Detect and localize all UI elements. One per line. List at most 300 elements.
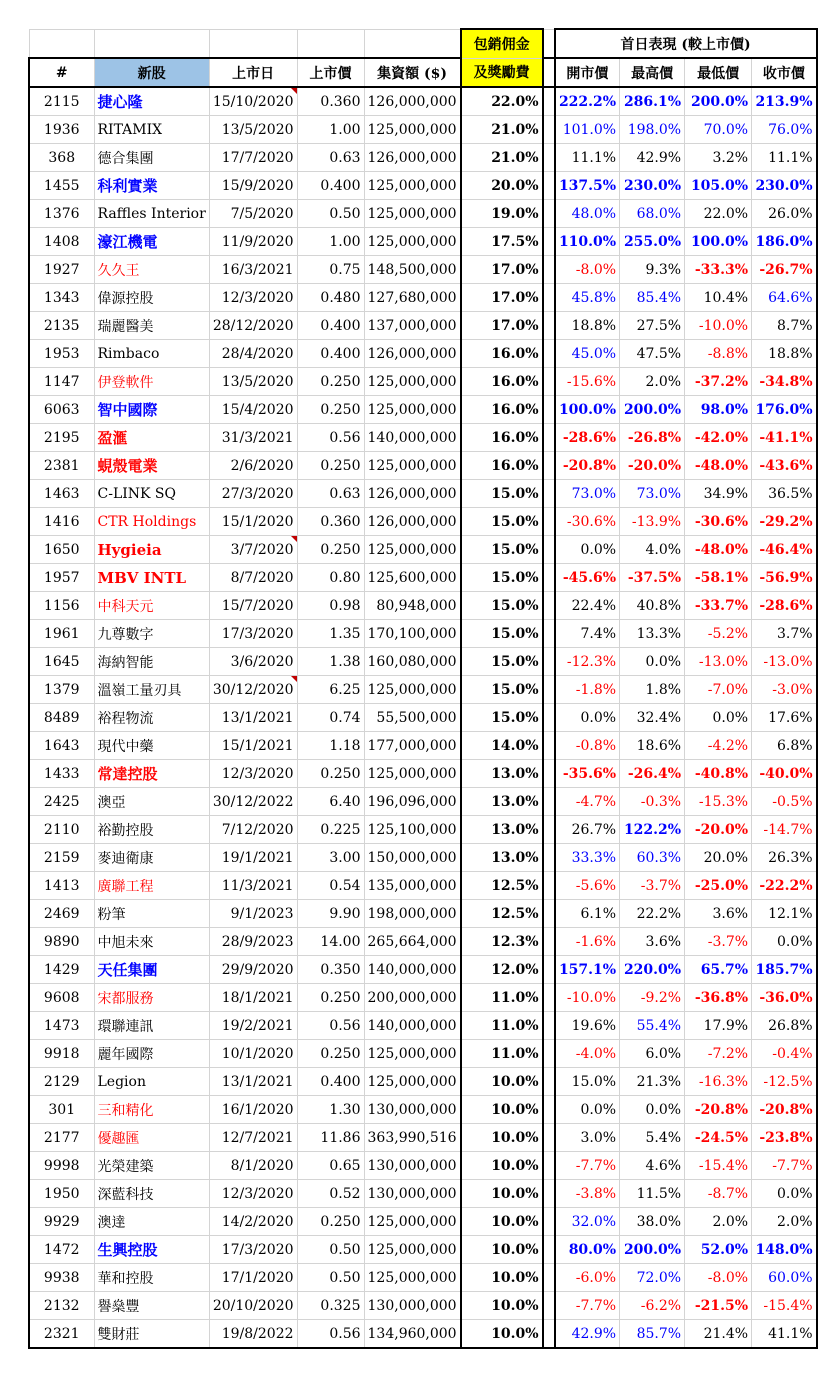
underwriting-fee: 15.0% bbox=[461, 508, 543, 536]
stock-code: 1957 bbox=[29, 564, 94, 592]
low-performance: -25.0% bbox=[685, 872, 752, 900]
open-performance: -35.6% bbox=[555, 760, 620, 788]
underwriting-fee: 16.0% bbox=[461, 424, 543, 452]
stock-name: 現代中藥 bbox=[94, 732, 209, 760]
listing-date: 15/9/2020 bbox=[209, 172, 297, 200]
high-performance: 198.0% bbox=[620, 116, 685, 144]
high-performance: 68.0% bbox=[620, 200, 685, 228]
listing-price: 0.50 bbox=[297, 200, 364, 228]
listing-price: 0.50 bbox=[297, 1264, 364, 1292]
stock-name: 粉筆 bbox=[94, 900, 209, 928]
listing-date: 20/10/2020 bbox=[209, 1292, 297, 1320]
low-performance: -33.7% bbox=[685, 592, 752, 620]
listing-price: 0.480 bbox=[297, 284, 364, 312]
listing-date: 13/1/2021 bbox=[209, 704, 297, 732]
underwriting-fee: 16.0% bbox=[461, 340, 543, 368]
low-performance: -13.0% bbox=[685, 648, 752, 676]
funds-raised: 150,000,000 bbox=[364, 844, 461, 872]
stock-name: Hygieia bbox=[94, 536, 209, 564]
funds-raised: 125,000,000 bbox=[364, 396, 461, 424]
stock-name: 蜆殼電業 bbox=[94, 452, 209, 480]
listing-price: 0.325 bbox=[297, 1292, 364, 1320]
listing-price: 11.86 bbox=[297, 1124, 364, 1152]
funds-raised: 125,000,000 bbox=[364, 536, 461, 564]
funds-raised: 125,000,000 bbox=[364, 1208, 461, 1236]
underwriting-fee: 10.0% bbox=[461, 1152, 543, 1180]
high-performance: 72.0% bbox=[620, 1264, 685, 1292]
open-performance: 110.0% bbox=[555, 228, 620, 256]
low-performance: 100.0% bbox=[685, 228, 752, 256]
header-amount: 集資額 ($) bbox=[364, 58, 461, 87]
low-performance: -8.8% bbox=[685, 340, 752, 368]
table-row bbox=[29, 676, 817, 704]
table-row bbox=[29, 424, 817, 452]
table-row bbox=[29, 760, 817, 788]
stock-name: 九尊數字 bbox=[94, 620, 209, 648]
stock-name: Raffles Interior bbox=[94, 200, 209, 228]
stock-code: 2321 bbox=[29, 1320, 94, 1349]
high-performance: 122.2% bbox=[620, 816, 685, 844]
header-price: 上市價 bbox=[297, 58, 364, 87]
funds-raised: 125,000,000 bbox=[364, 200, 461, 228]
header-low: 最低價 bbox=[685, 58, 752, 87]
stock-name: 優趣匯 bbox=[94, 1124, 209, 1152]
high-performance: -13.9% bbox=[620, 508, 685, 536]
low-performance: -8.0% bbox=[685, 1264, 752, 1292]
listing-price: 1.30 bbox=[297, 1096, 364, 1124]
listing-price: 0.400 bbox=[297, 172, 364, 200]
stock-code: 2110 bbox=[29, 816, 94, 844]
stock-code: 2159 bbox=[29, 844, 94, 872]
open-performance: 157.1% bbox=[555, 956, 620, 984]
close-performance: 12.1% bbox=[752, 900, 817, 928]
high-performance: 85.7% bbox=[620, 1320, 685, 1349]
funds-raised: 125,000,000 bbox=[364, 172, 461, 200]
listing-date: 29/9/2020 bbox=[209, 956, 297, 984]
stock-name: CTR Holdings bbox=[94, 508, 209, 536]
table-row bbox=[29, 256, 817, 284]
listing-price: 0.63 bbox=[297, 480, 364, 508]
stock-code: 1650 bbox=[29, 536, 94, 564]
funds-raised: 130,000,000 bbox=[364, 1152, 461, 1180]
underwriting-fee: 12.5% bbox=[461, 872, 543, 900]
low-performance: 105.0% bbox=[685, 172, 752, 200]
close-performance: -41.1% bbox=[752, 424, 817, 452]
listing-date: 15/1/2021 bbox=[209, 732, 297, 760]
close-performance: -28.6% bbox=[752, 592, 817, 620]
funds-raised: 134,960,000 bbox=[364, 1320, 461, 1349]
listing-price: 1.00 bbox=[297, 116, 364, 144]
funds-raised: 125,600,000 bbox=[364, 564, 461, 592]
listing-price: 0.250 bbox=[297, 1208, 364, 1236]
high-performance: 40.8% bbox=[620, 592, 685, 620]
high-performance: -37.5% bbox=[620, 564, 685, 592]
underwriting-fee: 15.0% bbox=[461, 676, 543, 704]
stock-name: 三和精化 bbox=[94, 1096, 209, 1124]
underwriting-fee: 10.0% bbox=[461, 1124, 543, 1152]
underwriting-fee: 13.0% bbox=[461, 816, 543, 844]
listing-price: 3.00 bbox=[297, 844, 364, 872]
open-performance: -3.8% bbox=[555, 1180, 620, 1208]
close-performance: -56.9% bbox=[752, 564, 817, 592]
stock-name: 溫嶺工量刃具 bbox=[94, 676, 209, 704]
open-performance: -0.8% bbox=[555, 732, 620, 760]
stock-name: 宋都服務 bbox=[94, 984, 209, 1012]
underwriting-fee: 12.3% bbox=[461, 928, 543, 956]
open-performance: 0.0% bbox=[555, 536, 620, 564]
table-row bbox=[29, 1292, 817, 1320]
underwriting-fee: 11.0% bbox=[461, 984, 543, 1012]
listing-price: 0.52 bbox=[297, 1180, 364, 1208]
listing-price: 0.350 bbox=[297, 956, 364, 984]
open-performance: -6.0% bbox=[555, 1264, 620, 1292]
close-performance: -13.0% bbox=[752, 648, 817, 676]
close-performance: 76.0% bbox=[752, 116, 817, 144]
listing-price: 0.56 bbox=[297, 1320, 364, 1349]
listing-price: 0.98 bbox=[297, 592, 364, 620]
listing-date: 15/7/2020 bbox=[209, 592, 297, 620]
funds-raised: 125,000,000 bbox=[364, 1236, 461, 1264]
close-performance: 148.0% bbox=[752, 1236, 817, 1264]
listing-price: 6.25 bbox=[297, 676, 364, 704]
funds-raised: 125,100,000 bbox=[364, 816, 461, 844]
open-performance: -28.6% bbox=[555, 424, 620, 452]
listing-date: 18/1/2021 bbox=[209, 984, 297, 1012]
high-performance: 5.4% bbox=[620, 1124, 685, 1152]
underwriting-fee: 14.0% bbox=[461, 732, 543, 760]
table-row bbox=[29, 1096, 817, 1124]
funds-raised: 125,000,000 bbox=[364, 116, 461, 144]
open-performance: -45.6% bbox=[555, 564, 620, 592]
listing-price: 0.360 bbox=[297, 87, 364, 116]
high-performance: 21.3% bbox=[620, 1068, 685, 1096]
low-performance: 20.0% bbox=[685, 844, 752, 872]
underwriting-fee: 15.0% bbox=[461, 648, 543, 676]
funds-raised: 198,000,000 bbox=[364, 900, 461, 928]
listing-price: 14.00 bbox=[297, 928, 364, 956]
listing-date: 16/1/2020 bbox=[209, 1096, 297, 1124]
table-row bbox=[29, 956, 817, 984]
table-row bbox=[29, 1152, 817, 1180]
stock-code: 1376 bbox=[29, 200, 94, 228]
header-date: 上市日 bbox=[209, 58, 297, 87]
underwriting-fee: 10.0% bbox=[461, 1068, 543, 1096]
low-performance: -5.2% bbox=[685, 620, 752, 648]
open-performance: 32.0% bbox=[555, 1208, 620, 1236]
close-performance: 3.7% bbox=[752, 620, 817, 648]
listing-date: 30/12/2022 bbox=[209, 788, 297, 816]
open-performance: -30.6% bbox=[555, 508, 620, 536]
listing-price: 0.250 bbox=[297, 1040, 364, 1068]
high-performance: -0.3% bbox=[620, 788, 685, 816]
stock-code: 1953 bbox=[29, 340, 94, 368]
listing-date: 8/7/2020 bbox=[209, 564, 297, 592]
listing-price: 0.400 bbox=[297, 340, 364, 368]
low-performance: 17.9% bbox=[685, 1012, 752, 1040]
low-performance: -3.7% bbox=[685, 928, 752, 956]
low-performance: -15.3% bbox=[685, 788, 752, 816]
open-performance: 48.0% bbox=[555, 200, 620, 228]
close-performance: 230.0% bbox=[752, 172, 817, 200]
high-performance: 1.8% bbox=[620, 676, 685, 704]
stock-code: 2132 bbox=[29, 1292, 94, 1320]
listing-date: 12/7/2021 bbox=[209, 1124, 297, 1152]
stock-code: 1343 bbox=[29, 284, 94, 312]
stock-name: 科利實業 bbox=[94, 172, 209, 200]
underwriting-fee: 11.0% bbox=[461, 1040, 543, 1068]
underwriting-fee: 10.0% bbox=[461, 1180, 543, 1208]
stock-name: 天任集團 bbox=[94, 956, 209, 984]
underwriting-fee: 21.0% bbox=[461, 116, 543, 144]
open-performance: -1.8% bbox=[555, 676, 620, 704]
table-row bbox=[29, 648, 817, 676]
listing-price: 0.250 bbox=[297, 984, 364, 1012]
listing-price: 0.250 bbox=[297, 368, 364, 396]
high-performance: 4.0% bbox=[620, 536, 685, 564]
low-performance: 200.0% bbox=[685, 87, 752, 116]
low-performance: 21.4% bbox=[685, 1320, 752, 1349]
stock-code: 1472 bbox=[29, 1236, 94, 1264]
high-performance: 220.0% bbox=[620, 956, 685, 984]
low-performance: -10.0% bbox=[685, 312, 752, 340]
close-performance: 176.0% bbox=[752, 396, 817, 424]
close-performance: -46.4% bbox=[752, 536, 817, 564]
open-performance: -1.6% bbox=[555, 928, 620, 956]
listing-price: 0.250 bbox=[297, 452, 364, 480]
funds-raised: 140,000,000 bbox=[364, 424, 461, 452]
listing-date: 12/3/2020 bbox=[209, 760, 297, 788]
funds-raised: 200,000,000 bbox=[364, 984, 461, 1012]
stock-code: 1413 bbox=[29, 872, 94, 900]
listing-price: 0.74 bbox=[297, 704, 364, 732]
funds-raised: 140,000,000 bbox=[364, 956, 461, 984]
close-performance: -7.7% bbox=[752, 1152, 817, 1180]
close-performance: 64.6% bbox=[752, 284, 817, 312]
listing-date: 3/7/2020 bbox=[209, 536, 297, 564]
listing-date: 16/3/2021 bbox=[209, 256, 297, 284]
high-performance: 27.5% bbox=[620, 312, 685, 340]
stock-name: C-LINK SQ bbox=[94, 480, 209, 508]
close-performance: -23.8% bbox=[752, 1124, 817, 1152]
funds-raised: 135,000,000 bbox=[364, 872, 461, 900]
low-performance: -21.5% bbox=[685, 1292, 752, 1320]
underwriting-fee: 10.0% bbox=[461, 1096, 543, 1124]
stock-code: 1645 bbox=[29, 648, 94, 676]
low-performance: -33.3% bbox=[685, 256, 752, 284]
close-performance: -34.8% bbox=[752, 368, 817, 396]
listing-date: 19/8/2022 bbox=[209, 1320, 297, 1349]
close-performance: -29.2% bbox=[752, 508, 817, 536]
stock-name: 常達控股 bbox=[94, 760, 209, 788]
low-performance: 65.7% bbox=[685, 956, 752, 984]
high-performance: 47.5% bbox=[620, 340, 685, 368]
table-row bbox=[29, 396, 817, 424]
close-performance: -20.8% bbox=[752, 1096, 817, 1124]
header-number: # bbox=[29, 58, 94, 87]
stock-name: 中旭未來 bbox=[94, 928, 209, 956]
funds-raised: 126,000,000 bbox=[364, 87, 461, 116]
funds-raised: 125,000,000 bbox=[364, 760, 461, 788]
open-performance: 0.0% bbox=[555, 1096, 620, 1124]
stock-code: 6063 bbox=[29, 396, 94, 424]
listing-date: 14/2/2020 bbox=[209, 1208, 297, 1236]
listing-date: 17/7/2020 bbox=[209, 144, 297, 172]
high-performance: 6.0% bbox=[620, 1040, 685, 1068]
table-row bbox=[29, 1320, 817, 1349]
funds-raised: 80,948,000 bbox=[364, 592, 461, 620]
underwriting-fee: 12.5% bbox=[461, 900, 543, 928]
stock-code: 1147 bbox=[29, 368, 94, 396]
close-performance: 11.1% bbox=[752, 144, 817, 172]
listing-date: 28/4/2020 bbox=[209, 340, 297, 368]
table-row bbox=[29, 732, 817, 760]
listing-price: 0.400 bbox=[297, 312, 364, 340]
funds-raised: 126,000,000 bbox=[364, 480, 461, 508]
table-row bbox=[29, 1264, 817, 1292]
header-open: 開市價 bbox=[555, 58, 620, 87]
listing-date: 7/5/2020 bbox=[209, 200, 297, 228]
close-performance: -0.4% bbox=[752, 1040, 817, 1068]
listing-price: 1.00 bbox=[297, 228, 364, 256]
close-performance: 17.6% bbox=[752, 704, 817, 732]
stock-code: 1936 bbox=[29, 116, 94, 144]
stock-name: RITAMIX bbox=[94, 116, 209, 144]
stock-code: 2177 bbox=[29, 1124, 94, 1152]
high-performance: 11.5% bbox=[620, 1180, 685, 1208]
high-performance: 60.3% bbox=[620, 844, 685, 872]
close-performance: 36.5% bbox=[752, 480, 817, 508]
listing-price: 1.38 bbox=[297, 648, 364, 676]
high-performance: 255.0% bbox=[620, 228, 685, 256]
underwriting-fee: 11.0% bbox=[461, 1012, 543, 1040]
header-performance-title: 首日表現 (較上市價) bbox=[555, 29, 817, 58]
underwriting-fee: 13.0% bbox=[461, 844, 543, 872]
table-row bbox=[29, 340, 817, 368]
close-performance: 185.7% bbox=[752, 956, 817, 984]
listing-price: 0.54 bbox=[297, 872, 364, 900]
listing-price: 0.75 bbox=[297, 256, 364, 284]
close-performance: -36.0% bbox=[752, 984, 817, 1012]
listing-price: 0.50 bbox=[297, 1236, 364, 1264]
close-performance: -12.5% bbox=[752, 1068, 817, 1096]
underwriting-fee: 15.0% bbox=[461, 620, 543, 648]
stock-code: 2195 bbox=[29, 424, 94, 452]
table-row bbox=[29, 900, 817, 928]
stock-code: 1416 bbox=[29, 508, 94, 536]
stock-name: 德合集團 bbox=[94, 144, 209, 172]
listing-date: 2/6/2020 bbox=[209, 452, 297, 480]
open-performance: 73.0% bbox=[555, 480, 620, 508]
header-close: 收市價 bbox=[752, 58, 817, 87]
table-row bbox=[29, 704, 817, 732]
underwriting-fee: 15.0% bbox=[461, 592, 543, 620]
listing-date: 13/5/2020 bbox=[209, 116, 297, 144]
underwriting-fee: 21.0% bbox=[461, 144, 543, 172]
open-performance: 33.3% bbox=[555, 844, 620, 872]
stock-name: 澳達 bbox=[94, 1208, 209, 1236]
close-performance: 186.0% bbox=[752, 228, 817, 256]
stock-name: 環聯連訊 bbox=[94, 1012, 209, 1040]
listing-price: 0.360 bbox=[297, 508, 364, 536]
close-performance: 60.0% bbox=[752, 1264, 817, 1292]
listing-date: 10/1/2020 bbox=[209, 1040, 297, 1068]
high-performance: -20.0% bbox=[620, 452, 685, 480]
table-row bbox=[29, 1236, 817, 1264]
funds-raised: 125,000,000 bbox=[364, 1068, 461, 1096]
stock-code: 1455 bbox=[29, 172, 94, 200]
stock-name: 譽燊豐 bbox=[94, 1292, 209, 1320]
listing-price: 0.56 bbox=[297, 1012, 364, 1040]
funds-raised: 148,500,000 bbox=[364, 256, 461, 284]
stock-code: 2129 bbox=[29, 1068, 94, 1096]
open-performance: -4.0% bbox=[555, 1040, 620, 1068]
underwriting-fee: 15.0% bbox=[461, 564, 543, 592]
open-performance: -10.0% bbox=[555, 984, 620, 1012]
stock-name: MBV INTL bbox=[94, 564, 209, 592]
table-row bbox=[29, 816, 817, 844]
low-performance: -37.2% bbox=[685, 368, 752, 396]
table-row bbox=[29, 844, 817, 872]
high-performance: 18.6% bbox=[620, 732, 685, 760]
stock-name: 伊登軟件 bbox=[94, 368, 209, 396]
stock-code: 1429 bbox=[29, 956, 94, 984]
open-performance: -5.6% bbox=[555, 872, 620, 900]
funds-raised: 125,000,000 bbox=[364, 452, 461, 480]
listing-price: 1.35 bbox=[297, 620, 364, 648]
low-performance: 52.0% bbox=[685, 1236, 752, 1264]
underwriting-fee: 20.0% bbox=[461, 172, 543, 200]
high-performance: -6.2% bbox=[620, 1292, 685, 1320]
open-performance: 18.8% bbox=[555, 312, 620, 340]
listing-price: 0.250 bbox=[297, 396, 364, 424]
close-performance: 0.0% bbox=[752, 1180, 817, 1208]
stock-code: 1473 bbox=[29, 1012, 94, 1040]
high-performance: 200.0% bbox=[620, 1236, 685, 1264]
header-fee-line1: 包銷佣金 bbox=[461, 29, 543, 58]
open-performance: 137.5% bbox=[555, 172, 620, 200]
header-high: 最高價 bbox=[620, 58, 685, 87]
open-performance: 19.6% bbox=[555, 1012, 620, 1040]
high-performance: -3.7% bbox=[620, 872, 685, 900]
open-performance: 6.1% bbox=[555, 900, 620, 928]
stock-name: 瑞麗醫美 bbox=[94, 312, 209, 340]
stock-code: 301 bbox=[29, 1096, 94, 1124]
funds-raised: 126,000,000 bbox=[364, 508, 461, 536]
close-performance: 6.8% bbox=[752, 732, 817, 760]
high-performance: 2.0% bbox=[620, 368, 685, 396]
open-performance: 0.0% bbox=[555, 704, 620, 732]
high-performance: 22.2% bbox=[620, 900, 685, 928]
listing-date: 3/6/2020 bbox=[209, 648, 297, 676]
underwriting-fee: 17.0% bbox=[461, 284, 543, 312]
funds-raised: 125,000,000 bbox=[364, 1264, 461, 1292]
stock-name: 光榮建築 bbox=[94, 1152, 209, 1180]
stock-code: 2425 bbox=[29, 788, 94, 816]
stock-code: 368 bbox=[29, 144, 94, 172]
stock-code: 2135 bbox=[29, 312, 94, 340]
underwriting-fee: 16.0% bbox=[461, 452, 543, 480]
stock-name: 澳亞 bbox=[94, 788, 209, 816]
open-performance: 11.1% bbox=[555, 144, 620, 172]
underwriting-fee: 10.0% bbox=[461, 1320, 543, 1349]
table-row bbox=[29, 788, 817, 816]
funds-raised: 265,664,000 bbox=[364, 928, 461, 956]
stock-code: 2381 bbox=[29, 452, 94, 480]
underwriting-fee: 10.0% bbox=[461, 1208, 543, 1236]
underwriting-fee: 13.0% bbox=[461, 760, 543, 788]
table-row bbox=[29, 312, 817, 340]
listing-price: 1.18 bbox=[297, 732, 364, 760]
